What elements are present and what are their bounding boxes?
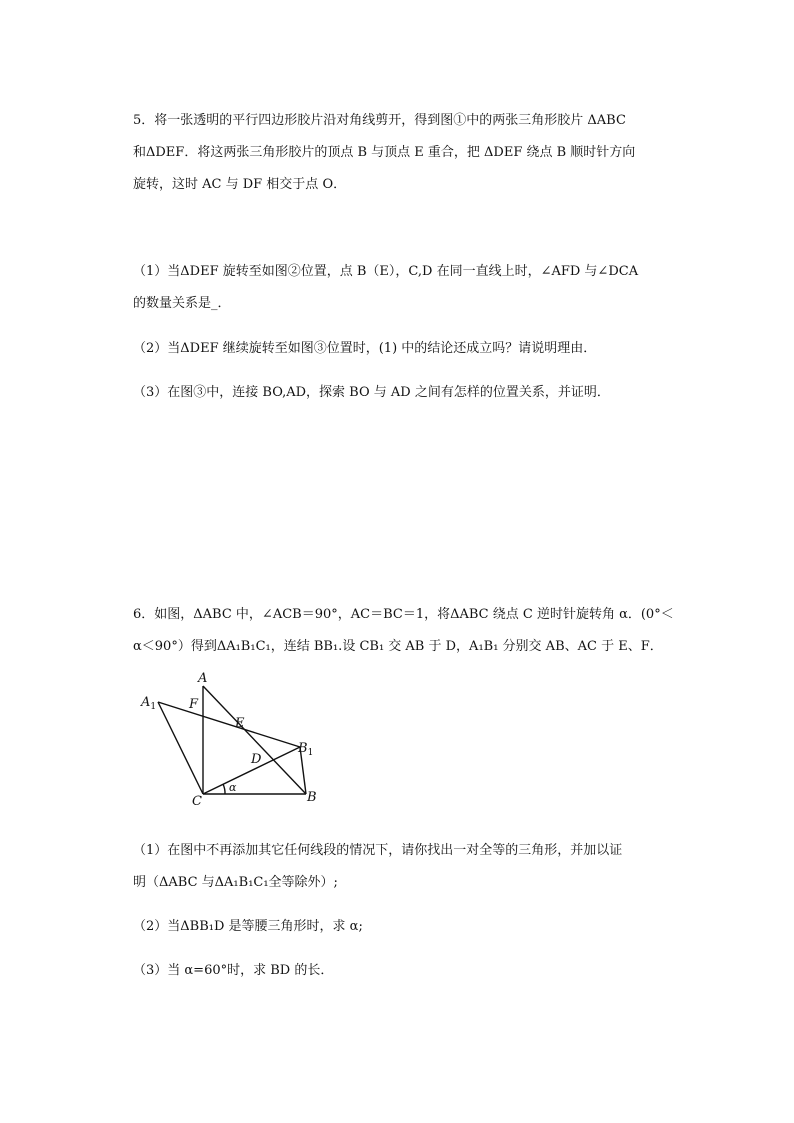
p5-stem-line-3: 旋转，这时 AC 与 DF 相交于点 O． xyxy=(133,177,347,192)
label-b: B xyxy=(307,790,317,805)
label-e: E xyxy=(235,716,245,731)
segment-a1-c xyxy=(158,702,203,794)
label-alpha: α xyxy=(229,781,237,794)
angle-alpha-arc xyxy=(223,784,225,794)
p5-stem-line-2: 和ΔDEF．将这两张三角形胶片的顶点 B 与顶点 E 重合，把 ΔDEF 绕点 B 顺时针方向 xyxy=(133,145,636,160)
label-c: C xyxy=(192,794,202,809)
segment-a-b xyxy=(203,686,306,794)
p5-q2: （2）当ΔDEF 继续旋转至如图③位置时，(1) 中的结论还成立吗？请说明理由． xyxy=(133,341,597,356)
p6-q1-line-2: 明（ΔABC 与ΔA₁B₁C₁全等除外）; xyxy=(133,875,338,890)
p5-q1-line-2: 的数量关系是_． xyxy=(133,296,231,311)
p6-q2: （2）当ΔBB₁D 是等腰三角形时，求 α; xyxy=(133,919,363,934)
p5-stem-line-1: 5．将一张透明的平行四边形胶片沿对角线剪开，得到图①中的两张三角形胶片 ΔABC xyxy=(133,113,626,128)
p5-q1-line-1: （1）当ΔDEF 旋转至如图②位置，点 B（E），C,D 在同一直线上时，∠AFD 与∠DCA xyxy=(133,264,639,279)
p6-q1-line-1: （1）在图中不再添加其它任何线段的情况下，请你找出一对全等的三角形，并加以证 xyxy=(133,843,623,858)
label-a1: $A_1$ xyxy=(141,695,157,712)
label-a: A xyxy=(198,671,208,686)
p6-stem-line-1: 6．如图，ΔABC 中，∠ACB＝90°，AC＝BC＝1，将ΔABC 绕点 C 逆时针旋转角 α．(0°＜ xyxy=(133,607,674,622)
rotation-diagram xyxy=(133,668,333,818)
geometry-figure xyxy=(133,668,333,818)
p6-q3: （3）当 α=60°时，求 BD 的长． xyxy=(133,963,334,978)
label-b1: $B_1$ xyxy=(298,741,314,758)
label-f: F xyxy=(189,697,199,712)
label-d: D xyxy=(251,752,262,767)
p5-q3: （3）在图③中，连接 BO,AD，探索 BO 与 AD 之间有怎样的位置关系，并证明． xyxy=(133,385,610,400)
segment-a1-b1 xyxy=(158,702,300,747)
p6-stem-line-2: α＜90°）得到ΔA₁B₁C₁，连结 BB₁.设 CB₁ 交 AB 于 D，A₁B₁ 分别交 AB、AC 于 E、F． xyxy=(133,639,663,654)
